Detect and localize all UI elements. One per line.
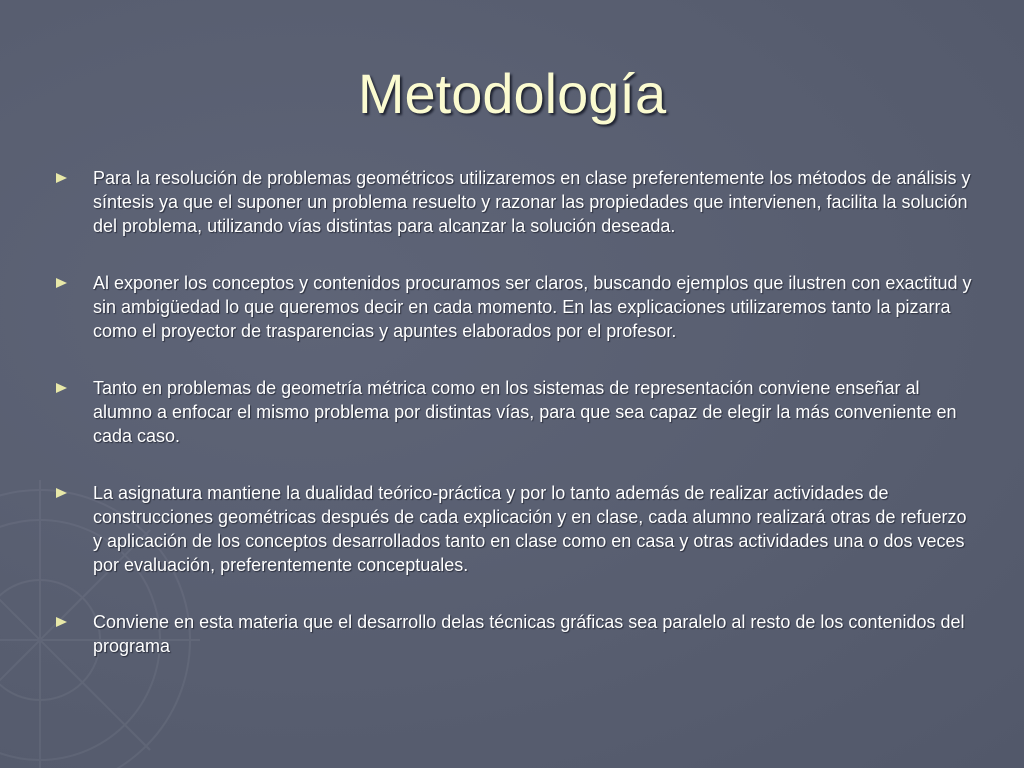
list-item: [56, 481, 976, 577]
bullet-list: [56, 166, 976, 658]
list-item: [56, 166, 976, 238]
bullet-text: Conviene en esta materia que el desarrollo delas técnicas gráficas sea paralelo al resto de los contenidos del programa: [93, 612, 965, 656]
triangle-bullet-icon: [56, 610, 93, 634]
bullet-text: Para la resolución de problemas geométricos utilizaremos en clase preferentemente los métodos de análisis y síntesis ya que el suponer un problema resuelto y razonar las propiedades que intervienen, facilita la solución del problema, utilizando vías distintas para alcanzar la solución deseada.: [93, 168, 971, 236]
triangle-bullet-icon: [56, 166, 93, 190]
bullet-text: La asignatura mantiene la dualidad teórico-práctica y por lo tanto además de realizar actividades de construcciones geométricas después de cada explicación y en clase, cada alumno realizará otras de refuerzo y aplicación de los conceptos desarrollados tanto en clase como en casa y otras actividades una o dos veces por evaluación, preferentemente conceptuales.: [93, 483, 967, 575]
list-item: [56, 271, 976, 343]
triangle-bullet-icon: [56, 376, 93, 400]
list-item: [56, 610, 976, 658]
bullet-text: Al exponer los conceptos y contenidos procuramos ser claros, buscando ejemplos que ilustren con exactitud y sin ambigüedad lo que queremos decir en cada momento. En las explicaciones utilizaremos tanto la pizarra como el proyector de trasparencias y apuntes elaborados por el profesor.: [93, 273, 972, 341]
slide-title: Metodología: [357, 62, 667, 125]
bullet-text: Tanto en problemas de geometría métrica como en los sistemas de representación conviene enseñar al alumno a enfocar el mismo problema por distintas vías, para que sea capaz de elegir la más conveniente en cada caso.: [93, 378, 957, 446]
triangle-bullet-icon: [56, 481, 93, 505]
triangle-bullet-icon: [56, 271, 93, 295]
list-item: [56, 376, 976, 448]
